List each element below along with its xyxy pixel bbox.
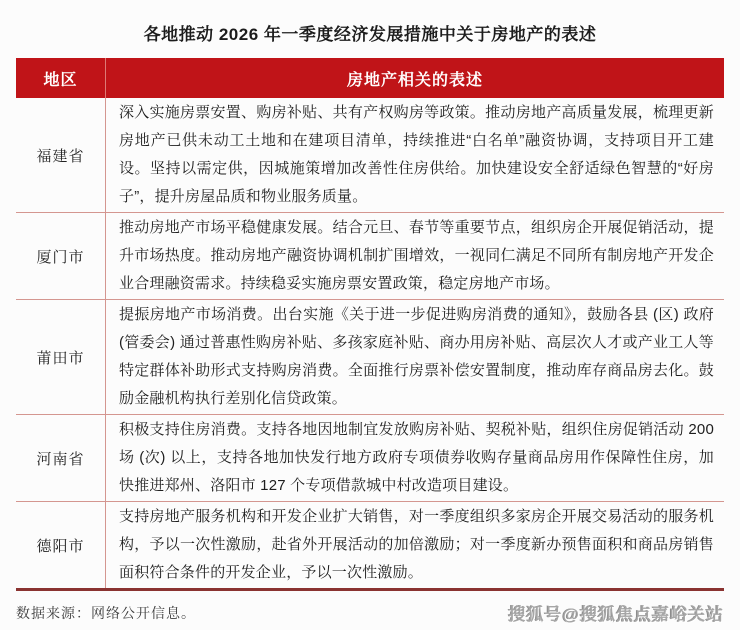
description-cell: 支持房地产服务机构和开发企业扩大销售，对一季度组织多家房企开展交易活动的服务机构，予以一次性激励，赴省外开展活动的加倍激励；对一季度新办预售面积和商品房销售面积符合条件的开发企业，予以一次性激励。 — [106, 502, 725, 590]
header-cell-region: 地区 — [16, 58, 106, 98]
description-cell: 推动房地产市场平稳健康发展。结合元旦、春节等重要节点，组织房企开展促销活动，提升市场热度。推动房地产融资协调机制扩围增效，一视同仁满足不同所有制房地产开发企业合理融资需求。持续稳妥实施房票安置政策，稳定房地产市场。 — [106, 213, 725, 300]
region-cell: 福建省 — [16, 98, 106, 213]
region-cell: 河南省 — [16, 415, 106, 502]
table-header-row — [16, 58, 724, 98]
watermark-text: 搜狐号@搜狐焦点嘉峪关站 — [508, 605, 724, 624]
description-cell: 积极支持住房消费。支持各地因地制宜发放购房补贴、契税补贴，组织住房促销活动 200 场 (次) 以上，支持各地加快发行地方政府专项债券收购存量商品房用作保障性住房，加快推进郑州、洛阳市 127 个专项借款城中村改造项目建设。 — [106, 415, 725, 502]
policy-table — [16, 58, 724, 591]
table-row — [16, 98, 724, 213]
data-source-label: 数据来源：网络公开信息。 — [16, 604, 196, 621]
table-row — [16, 300, 724, 415]
page-title: 各地推动 2026 年一季度经济发展措施中关于房地产的表述 — [143, 25, 597, 44]
footer — [16, 600, 724, 625]
region-cell: 莆田市 — [16, 300, 106, 415]
table-row — [16, 213, 724, 300]
region-cell: 厦门市 — [16, 213, 106, 300]
header-cell-description: 房地产相关的表述 — [106, 58, 725, 98]
description-cell: 深入实施房票安置、购房补贴、共有产权购房等政策。推动房地产高质量发展，梳理更新房地产已供未动工土地和在建项目清单，持续推进“白名单”融资协调，支持项目开工建设。坚持以需定供，因城施策增加改善性住房供给。加快建设安全舒适绿色智慧的“好房子”，提升房屋品质和物业服务质量。 — [119, 104, 714, 205]
table-row — [16, 502, 724, 590]
description-cell: 提振房地产市场消费。出台实施《关于进一步促进购房消费的通知》，鼓励各县 (区) 政府 (管委会) 通过普惠性购房补贴、多孩家庭补贴、商办用房补贴、高层次人才或产业工人等特定群体补助形式支持购房消费。全面推行房票补偿安置制度，推动库存商品房去化。鼓励金融机构执行差别化信贷政策。 — [106, 300, 725, 415]
region-cell: 德阳市 — [16, 502, 106, 590]
table-row — [16, 415, 724, 502]
